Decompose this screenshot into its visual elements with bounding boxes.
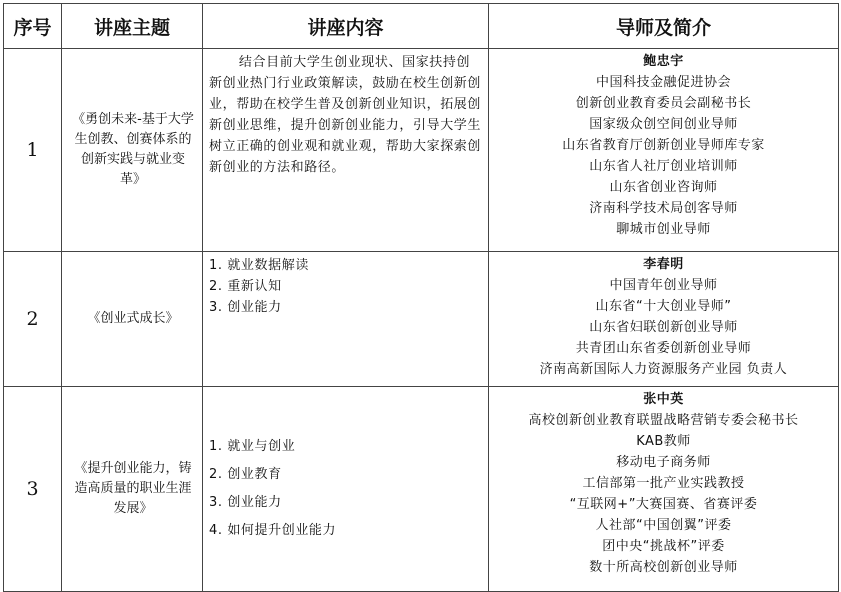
lecture-content (203, 387, 489, 592)
header-row (4, 4, 839, 49)
list-item: 3. 创业能力 (209, 300, 282, 315)
mentor-title: 数十所高校创新创业导师 (589, 560, 738, 575)
header-mentor: 导师及简介 (489, 4, 839, 49)
mentor-name: 鲍忠宇 (643, 54, 684, 69)
list-item: 4. 如何提升创业能力 (209, 523, 337, 538)
mentor-title: 山东省教育厅创新创业导师库专家 (562, 138, 765, 153)
mentor-name: 张中英 (643, 392, 684, 407)
lecture-table (3, 3, 839, 592)
header-number: 序号 (4, 4, 62, 49)
lecture-topic: 《创业式成长》 (62, 252, 203, 387)
row-number: 3 (4, 387, 62, 592)
table-row (4, 252, 839, 387)
mentor-title: 中国科技金融促进协会 (595, 75, 731, 90)
lecture-topic: 《勇创未来-基于大学生创教、创赛体系的创新实践与就业变革》 (62, 49, 203, 252)
header-topic: 讲座主题 (62, 4, 203, 49)
row-number: 1 (4, 49, 62, 252)
list-item: 3. 创业能力 (209, 495, 282, 510)
mentor-title: 国家级众创空间创业导师 (589, 117, 738, 132)
content-paragraph: 结合目前大学生创业现状、国家扶持创新创业热门行业政策解读，鼓励在校生创新创业，帮助在校学生普及创新创业知识，拓展创新创业思维，提升创新创业能力，引导大学生树立正确的创业观和就业观，帮助大家探索创新创业的方法和路径。 (209, 55, 482, 175)
mentor-name: 李春明 (643, 257, 684, 272)
list-item: 2. 重新认知 (209, 279, 282, 294)
row-number: 2 (4, 252, 62, 387)
mentor-title: 山东省“十大创业导师” (595, 299, 732, 314)
mentor-title: 山东省创业咨询师 (609, 180, 718, 195)
content-list (209, 255, 482, 318)
mentor-title: 山东省人社厅创业培训师 (589, 159, 738, 174)
mentor-title: 高校创新创业教育联盟战略营销专委会秘书长 (528, 413, 799, 428)
table-row (4, 387, 839, 592)
mentor-title: 共青团山东省委创新创业导师 (575, 341, 752, 356)
header-content: 讲座内容 (203, 4, 489, 49)
list-item: 1. 就业与创业 (209, 439, 296, 454)
mentor-title: 中国青年创业导师 (609, 278, 718, 293)
mentor-info (489, 387, 839, 592)
mentor-title: 移动电子商务师 (616, 455, 711, 470)
mentor-title: 团中央“挑战杯”评委 (602, 539, 725, 554)
mentor-title: KAB教师 (636, 434, 691, 449)
lecture-topic: 《提升创业能力，铸造高质量的职业生涯发展》 (62, 387, 203, 592)
mentor-title: 创新创业教育委员会副秘书长 (575, 96, 752, 111)
lecture-content (203, 49, 489, 252)
mentor-title: 山东省妇联创新创业导师 (589, 320, 738, 335)
content-list (209, 433, 482, 545)
mentor-title: “互联网+”大赛国赛、省赛评委 (569, 497, 758, 512)
list-item: 2. 创业教育 (209, 467, 282, 482)
mentor-title: 济南科学技术局创客导师 (589, 201, 738, 216)
mentor-title: 聊城市创业导师 (616, 222, 711, 237)
mentor-title: 人社部“中国创翼”评委 (595, 518, 732, 533)
list-item: 1. 就业数据解读 (209, 258, 309, 273)
mentor-title: 济南高新国际人力资源服务产业园 负责人 (539, 362, 788, 377)
mentor-info (489, 252, 839, 387)
lecture-content (203, 252, 489, 387)
mentor-info (489, 49, 839, 252)
mentor-title: 工信部第一批产业实践教授 (582, 476, 745, 491)
table-row (4, 49, 839, 252)
